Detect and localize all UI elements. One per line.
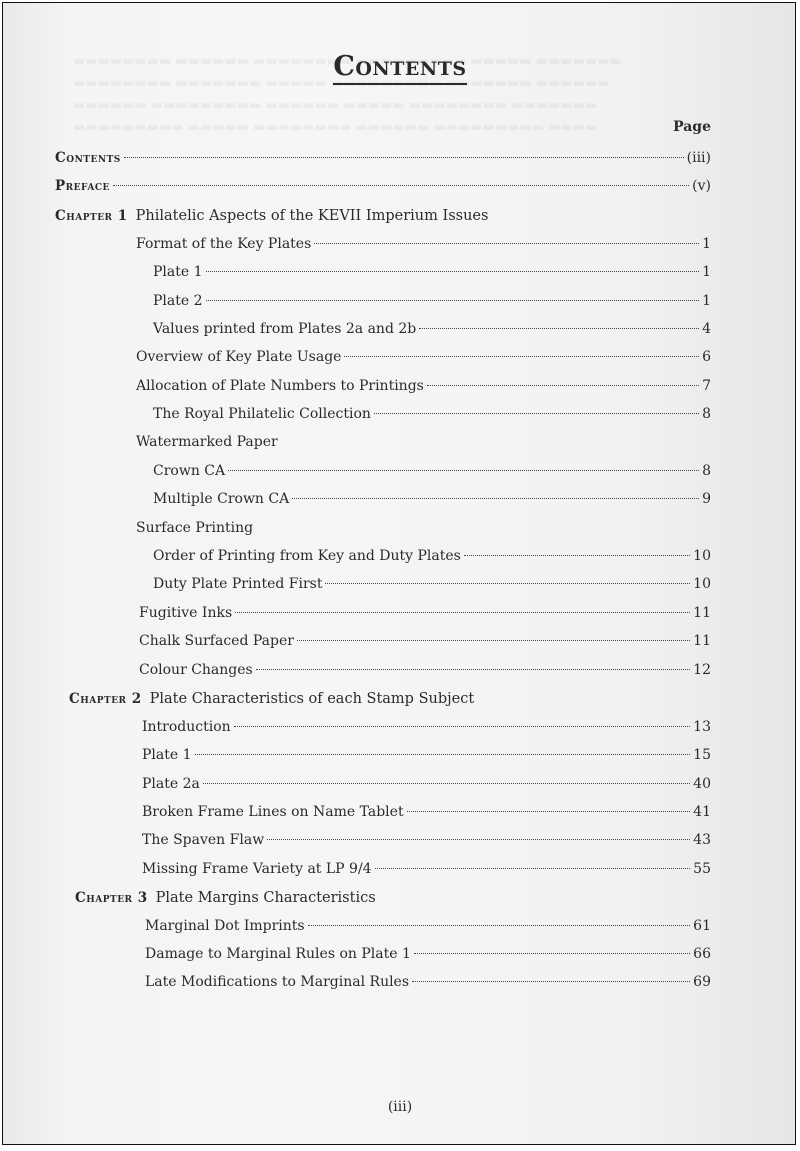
toc-entry-page: 15 — [693, 747, 711, 763]
dot-leader — [234, 726, 691, 727]
toc-entry-page: 11 — [693, 605, 711, 621]
toc-entry[interactable] — [153, 545, 711, 567]
dot-leader — [407, 811, 691, 812]
toc-entry-page: (v) — [692, 178, 711, 194]
toc-entry-label: Surface Printing — [136, 520, 254, 536]
toc-entry-page: 1 — [702, 264, 711, 280]
toc-entry[interactable] — [153, 318, 711, 340]
toc-entry-page: 8 — [702, 463, 711, 479]
toc-entry-label: Multiple Crown CA — [153, 491, 290, 507]
toc-entry-page: 10 — [693, 576, 711, 592]
toc-entry-label: Values printed from Plates 2a and 2b — [153, 321, 417, 337]
dot-leader — [228, 470, 699, 471]
toc-entry-label: The Royal Philatelic Collection — [153, 406, 371, 422]
dot-leader — [124, 157, 684, 158]
toc-entry-page: 7 — [702, 378, 711, 394]
toc-entry-label: Duty Plate Printed First — [153, 576, 323, 592]
toc-entry-label: Watermarked Paper — [136, 434, 278, 450]
toc-entry-page: 12 — [693, 662, 711, 678]
toc-entry-page: 55 — [693, 861, 711, 877]
toc-entry[interactable] — [139, 602, 711, 624]
dot-leader — [203, 783, 690, 784]
toc-entry-page: 13 — [693, 719, 711, 735]
toc-entry-label: The Spaven Flaw — [142, 832, 265, 848]
dot-leader — [375, 868, 691, 869]
dot-leader — [374, 413, 699, 414]
chapter-title: Plate Margins Characteristics — [155, 890, 376, 906]
dot-leader — [292, 498, 699, 499]
toc-entry-page: 69 — [693, 974, 711, 990]
toc-entry-page: 6 — [702, 349, 711, 365]
dot-leader — [113, 185, 689, 186]
toc-entry-page: 43 — [693, 832, 711, 848]
toc-entry-label: Format of the Key Plates — [136, 236, 312, 252]
toc-entry-page: 11 — [693, 633, 711, 649]
toc-entry-label: Missing Frame Variety at LP 9/4 — [142, 861, 372, 877]
dot-leader — [195, 754, 691, 755]
page-title — [3, 51, 796, 82]
dot-leader — [256, 669, 690, 670]
toc-entry[interactable] — [142, 829, 711, 851]
toc-entry[interactable] — [153, 460, 711, 482]
toc-entry[interactable] — [136, 233, 711, 255]
toc-entry-label: Broken Frame Lines on Name Tablet — [142, 804, 404, 820]
toc-entry[interactable] — [153, 573, 711, 595]
page-title-text: Contents — [333, 51, 466, 85]
toc-entry-label: Damage to Marginal Rules on Plate 1 — [145, 946, 411, 962]
toc-entry-page: 8 — [702, 406, 711, 422]
toc-section-heading[interactable] — [136, 517, 711, 539]
dot-leader — [419, 328, 699, 329]
toc-entry-page: 9 — [702, 491, 711, 507]
dot-leader — [297, 640, 690, 641]
toc-entry-label: Fugitive Inks — [139, 605, 233, 621]
chapter-1-heading — [55, 205, 488, 227]
toc-entry[interactable] — [139, 630, 711, 652]
toc-entry[interactable] — [153, 488, 711, 510]
toc-entry[interactable] — [145, 943, 711, 965]
dot-leader — [206, 271, 700, 272]
dot-leader — [235, 612, 690, 613]
dot-leader — [308, 925, 691, 926]
dot-leader — [344, 356, 699, 357]
dot-leader — [325, 583, 690, 584]
dot-leader — [314, 243, 699, 244]
toc-entry-label: Overview of Key Plate Usage — [136, 349, 342, 365]
dot-leader — [412, 981, 690, 982]
chapter-title: Philatelic Aspects of the KEVII Imperium Issues — [135, 208, 489, 224]
toc-entry-page: (iii) — [686, 150, 711, 166]
toc-entry-label: Chalk Surfaced Paper — [139, 633, 294, 649]
toc-entry[interactable] — [145, 971, 711, 993]
toc-entry-label: Plate 2 — [153, 293, 203, 309]
toc-entry-label: Order of Printing from Key and Duty Plates — [153, 548, 461, 564]
toc-entry-label: Colour Changes — [139, 662, 253, 678]
toc-entry-page: 1 — [702, 236, 711, 252]
toc-entry[interactable] — [153, 403, 711, 425]
dot-leader — [267, 839, 690, 840]
toc-entry-page: 40 — [693, 776, 711, 792]
toc-entry[interactable] — [145, 915, 711, 937]
toc-entry[interactable] — [139, 659, 711, 681]
toc-entry-label: Plate 2a — [142, 776, 200, 792]
toc-entry[interactable] — [142, 801, 711, 823]
page-number-footer: (iii) — [387, 1099, 413, 1115]
toc-entry-page: 4 — [702, 321, 711, 337]
toc-entry-page: 61 — [693, 918, 711, 934]
chapter-number: Chapter 2 — [69, 691, 142, 707]
toc-entry[interactable] — [136, 375, 711, 397]
dot-leader — [206, 300, 700, 301]
toc-entry[interactable] — [142, 858, 711, 880]
toc-entry[interactable] — [142, 744, 711, 766]
chapter-number: Chapter 1 — [55, 208, 128, 224]
chapter-number: Chapter 3 — [75, 890, 148, 906]
toc-entry-label: Crown CA — [153, 463, 226, 479]
toc-entry-label: Marginal Dot Imprints — [145, 918, 305, 934]
toc-entry-label: Plate 1 — [153, 264, 203, 280]
toc-entry-page: 1 — [702, 293, 711, 309]
toc-entry-label: Allocation of Plate Numbers to Printings — [136, 378, 424, 394]
toc-entry-page: 41 — [693, 804, 711, 820]
chapter-2-heading — [69, 688, 474, 710]
toc-entry-label: Plate 1 — [142, 747, 192, 763]
toc-entry-label: Contents — [55, 150, 121, 166]
toc-entry-contents[interactable] — [55, 147, 711, 169]
page-column-header: Page — [673, 119, 711, 135]
toc-entry-preface[interactable] — [55, 175, 711, 197]
dot-leader — [464, 555, 690, 556]
toc-entry[interactable] — [136, 346, 711, 368]
toc-entry-label: Introduction — [142, 719, 231, 735]
toc-entry-label: Late Modifications to Marginal Rules — [145, 974, 410, 990]
chapter-3-heading — [75, 887, 376, 909]
toc-entry-label: Preface — [55, 178, 110, 194]
toc-section-heading[interactable] — [136, 431, 711, 453]
dot-leader — [427, 385, 699, 386]
toc-entry-page: 10 — [693, 548, 711, 564]
toc-entry[interactable] — [142, 773, 711, 795]
toc-entry[interactable] — [153, 261, 711, 283]
toc-entry-page: 66 — [693, 946, 711, 962]
toc-entry[interactable] — [142, 716, 711, 738]
chapter-title: Plate Characteristics of each Stamp Subject — [149, 691, 475, 707]
dot-leader — [414, 953, 690, 954]
toc-entry[interactable] — [153, 290, 711, 312]
contents-page — [2, 2, 796, 1145]
